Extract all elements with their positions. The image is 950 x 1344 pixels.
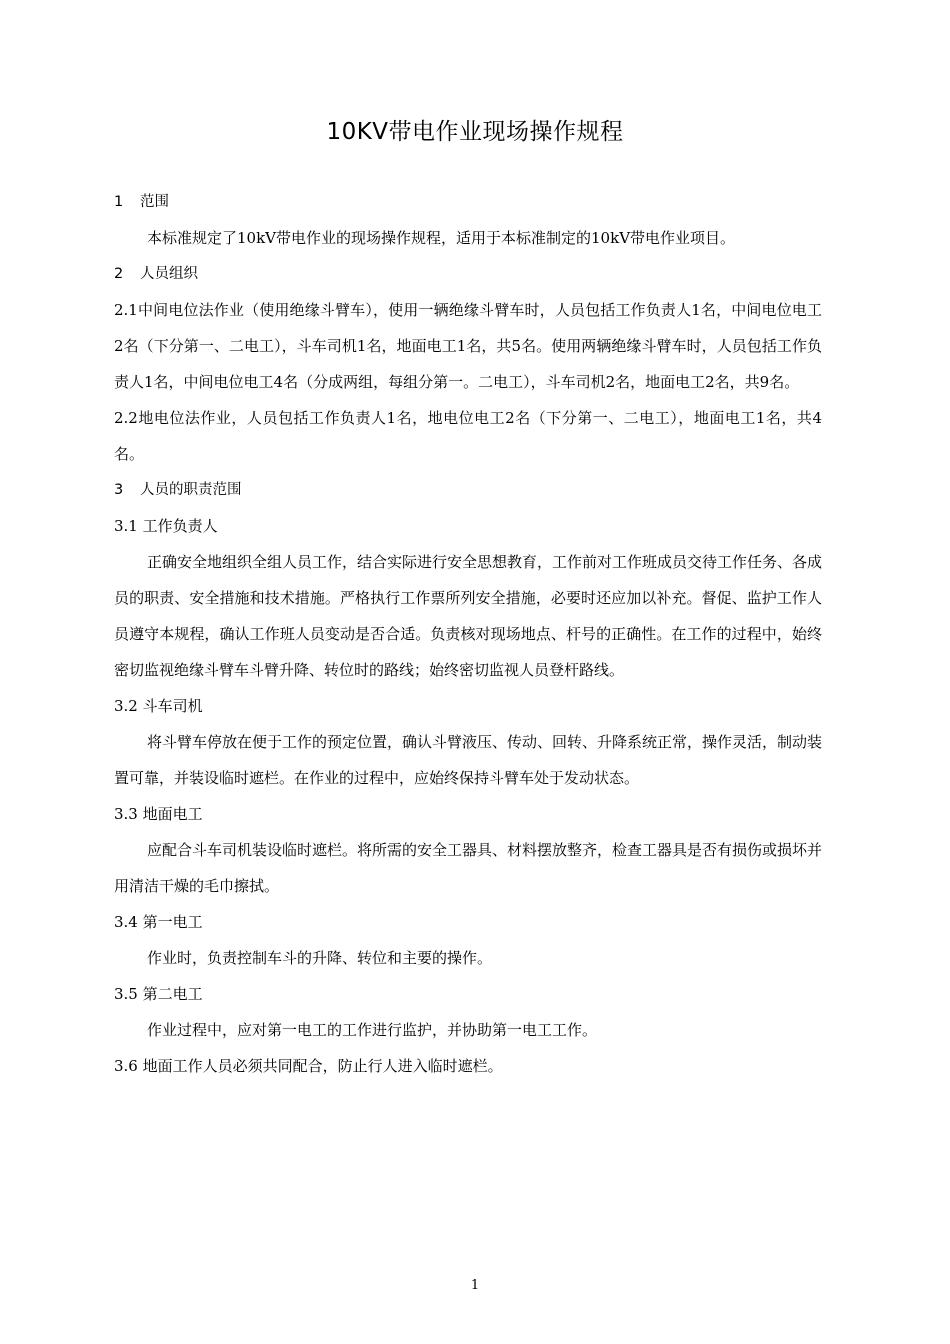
section-3-5-heading: 3.5 第二电工 (114, 985, 203, 1003)
section-3-4-paragraph: 作业时，负责控制车斗的升降、转位和主要的操作。 (147, 949, 493, 967)
section-3-6-paragraph: 3.6 地面工作人员必须共同配合，防止行人进入临时遮栏。 (114, 1057, 503, 1075)
page-number: 1 (470, 1278, 480, 1293)
section-2-1-paragraph: 2.1中间电位法作业（使用绝缘斗臂车），使用一辆绝缘斗臂车时，人员包括工作负责人1名，中间电位电工2名（下分第一、二电工），斗车司机1名，地面电工1名，共5名。使用两辆绝缘斗臂车时，人员包括工作负责人1名，中间电位电工4名（分成两组，每组分第一。二电工），斗车司机2名，地面电工2名，共9名。 (114, 301, 822, 391)
section-3-3-heading: 3.3 地面电工 (114, 805, 203, 823)
section-1-number: 1 (114, 194, 124, 210)
document-body (114, 184, 822, 1084)
section-3-1-heading: 3.1 工作负责人 (114, 517, 218, 535)
section-3-5-paragraph: 作业过程中，应对第一电工的工作进行监护，并协助第一电工工作。 (147, 1021, 598, 1039)
section-3-2-paragraph: 将斗臂车停放在便于工作的预定位置，确认斗臂液压、传动、回转、升降系统正常，操作灵活，制动装置可靠，并装设临时遮栏。在作业的过程中，应始终保持斗臂车处于发动状态。 (114, 733, 823, 787)
section-1-title: 范围 (140, 194, 169, 210)
section-3-heading (114, 472, 822, 508)
section-1-paragraph: 本标准规定了10kV带电作业的现场操作规程，适用于本标准制定的10kV带电作业项目。 (147, 229, 736, 247)
section-2-number: 2 (114, 266, 124, 282)
section-3-1-paragraph: 正确安全地组织全组人员工作，结合实际进行安全思想教育，工作前对工作班成员交待工作任务、各成员的职责、安全措施和技术措施。严格执行工作票所列安全措施，必要时还应加以补充。督促、监护工作人员遵守本规程，确认工作班人员变动是否合适。负责核对现场地点、杆号的正确性。在工作的过程中，始终密切监视绝缘斗臂车斗臂升降、转位时的路线；始终密切监视人员登杆路线。 (114, 553, 823, 679)
section-2-title: 人员组织 (140, 266, 198, 282)
section-3-2-heading: 3.2 斗车司机 (114, 697, 203, 715)
section-1-heading (114, 184, 822, 220)
section-3-3-paragraph: 应配合斗车司机装设临时遮栏。将所需的安全工器具、材料摆放整齐，检查工器具是否有损伤或损坏并用清洁干燥的毛巾擦拭。 (114, 841, 823, 895)
section-3-number: 3 (114, 482, 124, 498)
section-2-heading (114, 256, 822, 292)
section-3-title: 人员的职责范围 (140, 482, 242, 498)
section-2-2-paragraph: 2.2地电位法作业，人员包括工作负责人1名，地电位电工2名（下分第一、二电工），地面电工1名，共4名。 (114, 409, 822, 463)
section-3-4-heading: 3.4 第一电工 (114, 913, 203, 931)
document-title: 10KV带电作业现场操作规程 (326, 119, 624, 145)
